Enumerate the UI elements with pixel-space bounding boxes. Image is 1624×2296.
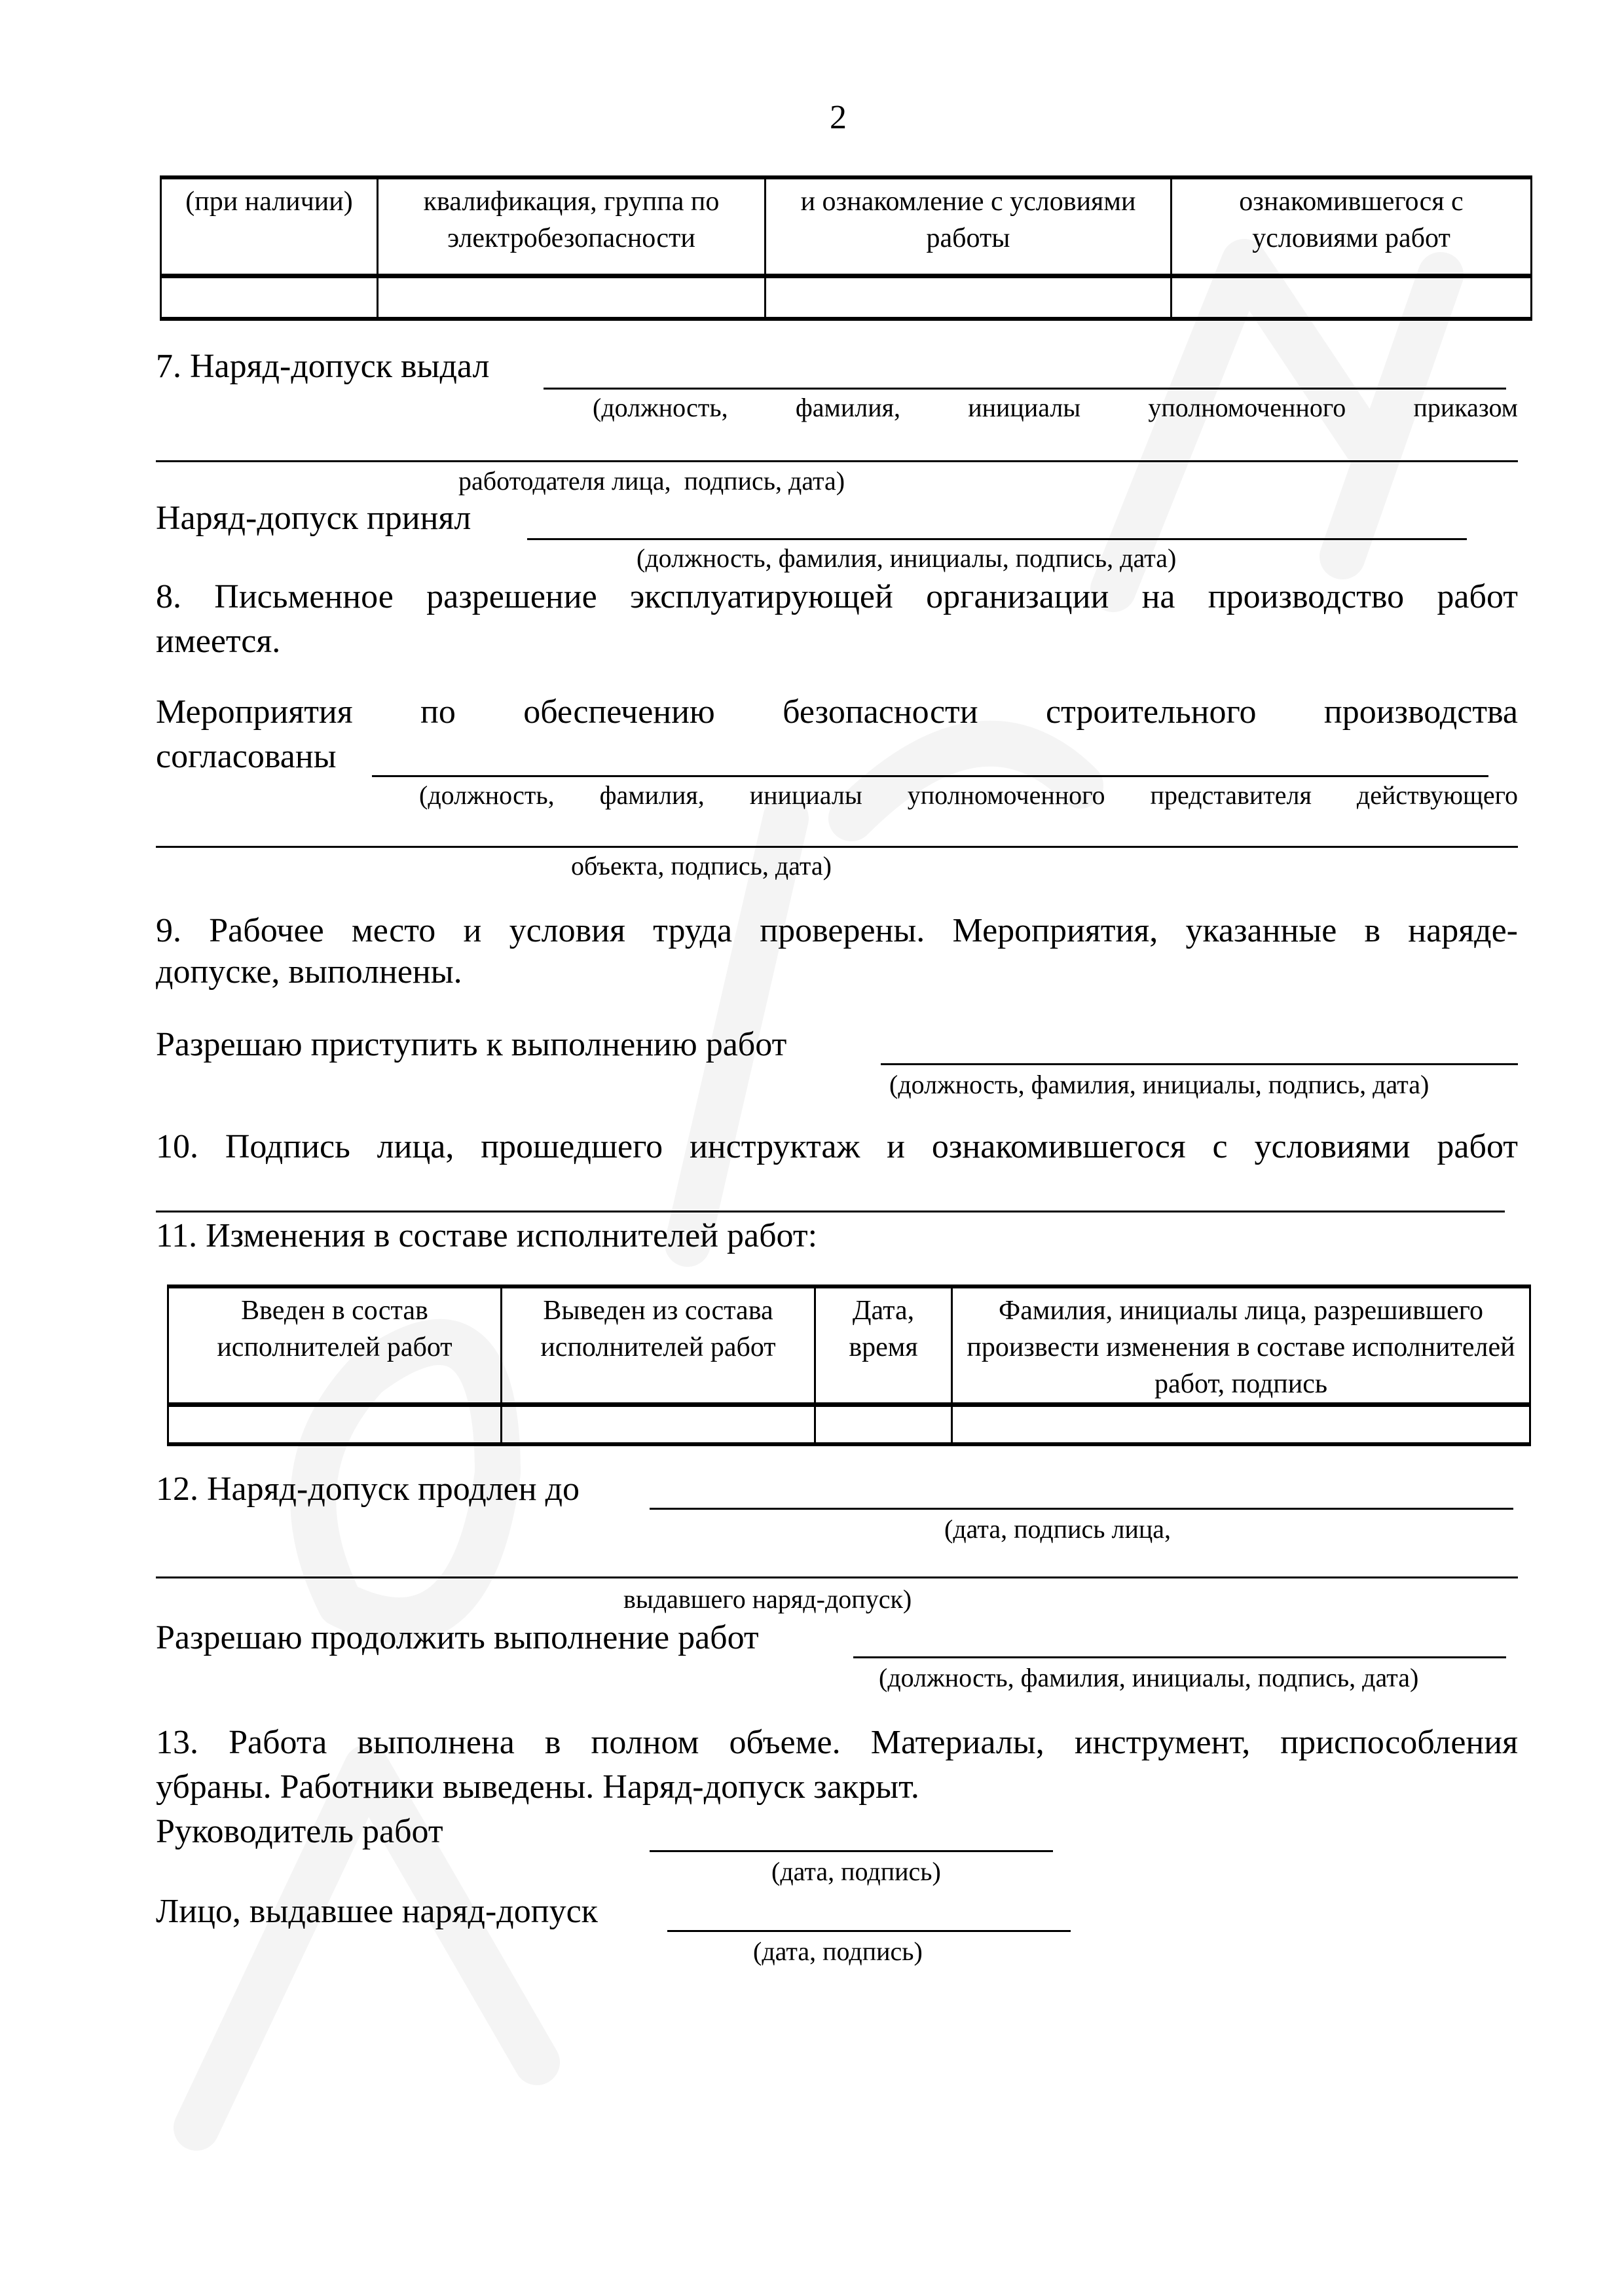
issued-by-caption-1: (должность, фамилия, инициалы уполномоченного приказом <box>593 393 1518 422</box>
header-cell: (при наличии) <box>161 177 378 276</box>
issuer-caption: (дата, подпись) <box>753 1937 923 1966</box>
header-cell: квалификация, группа по электробезопасности <box>378 177 766 276</box>
section13-text-line1: 13. Работа выполнена в полном объеме. Материалы, инструмент, приспособления <box>156 1724 1518 1761</box>
header-cell: Фамилия, инициалы лица, разрешившего произвести изменения в составе исполнителей работ, подпись <box>952 1286 1530 1405</box>
safety-measures-text: Мероприятия по обеспечению безопасности строительного производства <box>156 693 1518 731</box>
work-manager-signature-line[interactable] <box>650 1850 1053 1852</box>
table-cell[interactable] <box>168 1405 502 1444</box>
briefing-table <box>160 175 1532 321</box>
section11-title: 11. Изменения в составе исполнителей работ: <box>156 1217 818 1254</box>
extended-until-caption-1: (дата, подпись лица, <box>944 1514 1172 1544</box>
safety-measures-agreed-label: согласованы <box>156 738 337 775</box>
continue-work-signature-line[interactable] <box>853 1656 1506 1658</box>
extended-until-line[interactable] <box>650 1508 1513 1510</box>
table-row <box>161 276 1532 319</box>
continue-work-label: Разрешаю продолжить выполнение работ <box>156 1619 759 1656</box>
extended-until-label: 12. Наряд-допуск продлен до <box>156 1470 580 1508</box>
header-cell: ознакомившегося с условиями работ <box>1172 177 1532 276</box>
issued-by-caption-2: работодателя лица, подпись, дата) <box>458 466 845 496</box>
section10-text: 10. Подпись лица, прошедшего инструктаж и ознакомившегося с условиями работ <box>156 1128 1518 1165</box>
staff-changes-table <box>167 1285 1531 1446</box>
extended-until-line-2[interactable] <box>156 1576 1518 1578</box>
safety-measures-caption-1: (должность, фамилия, инициалы уполномоченного представителя действующего <box>419 780 1518 810</box>
accepted-by-caption: (должность, фамилия, инициалы, подпись, дата) <box>637 543 1177 573</box>
staff-changes-table-header <box>168 1286 1530 1405</box>
header-cell: Выведен из состава исполнителей работ <box>502 1286 815 1405</box>
table-cell[interactable] <box>952 1405 1530 1444</box>
permit-start-label: Разрешаю приступить к выполнению работ <box>156 1026 787 1063</box>
section13-text-line2: убраны. Работники выведены. Наряд-допуск закрыт. <box>156 1768 919 1806</box>
permit-start-caption: (должность, фамилия, инициалы, подпись, дата) <box>889 1070 1430 1099</box>
briefed-person-signature-line[interactable] <box>156 1211 1505 1212</box>
accepted-by-signature-line[interactable] <box>527 538 1467 540</box>
section8-text-line2: имеется. <box>156 623 281 660</box>
issuer-label: Лицо, выдавшее наряд-допуск <box>156 1893 598 1930</box>
table-cell[interactable] <box>766 276 1172 319</box>
table-cell[interactable] <box>815 1405 952 1444</box>
safety-measures-signature-line[interactable] <box>372 775 1488 777</box>
issuer-signature-line[interactable] <box>667 1930 1071 1932</box>
issued-by-signature-line-2[interactable] <box>156 460 1518 462</box>
section9-text-line1: 9. Рабочее место и условия труда проверены. Мероприятия, указанные в наряде- <box>156 912 1518 949</box>
extended-until-caption-2: выдавшего наряд-допуск) <box>623 1584 912 1614</box>
table-cell[interactable] <box>378 276 766 319</box>
issued-by-signature-line[interactable] <box>544 388 1506 390</box>
header-cell: Дата, время <box>815 1286 952 1405</box>
issued-by-label: 7. Наряд-допуск выдал <box>156 348 490 385</box>
header-cell: Введен в состав исполнителей работ <box>168 1286 502 1405</box>
table-cell[interactable] <box>1172 276 1532 319</box>
section8-text-line1: 8. Письменное разрешение эксплуатирующей организации на производство работ <box>156 578 1518 615</box>
page-number: 2 <box>830 99 847 136</box>
table-row <box>168 1405 1530 1444</box>
table-cell[interactable] <box>161 276 378 319</box>
work-manager-caption: (дата, подпись) <box>771 1857 941 1886</box>
continue-work-caption: (должность, фамилия, инициалы, подпись, дата) <box>879 1663 1419 1692</box>
briefing-table-header <box>161 177 1532 276</box>
table-cell[interactable] <box>502 1405 815 1444</box>
header-cell: и ознакомление с условиями работы <box>766 177 1172 276</box>
work-manager-label: Руководитель работ <box>156 1813 443 1850</box>
permit-start-signature-line[interactable] <box>881 1063 1518 1065</box>
section9-text-line2: допуске, выполнены. <box>156 953 462 991</box>
safety-measures-signature-line-2[interactable] <box>156 846 1518 848</box>
accepted-by-label: Наряд-допуск принял <box>156 500 471 537</box>
safety-measures-caption-2: объекта, подпись, дата) <box>571 851 832 881</box>
